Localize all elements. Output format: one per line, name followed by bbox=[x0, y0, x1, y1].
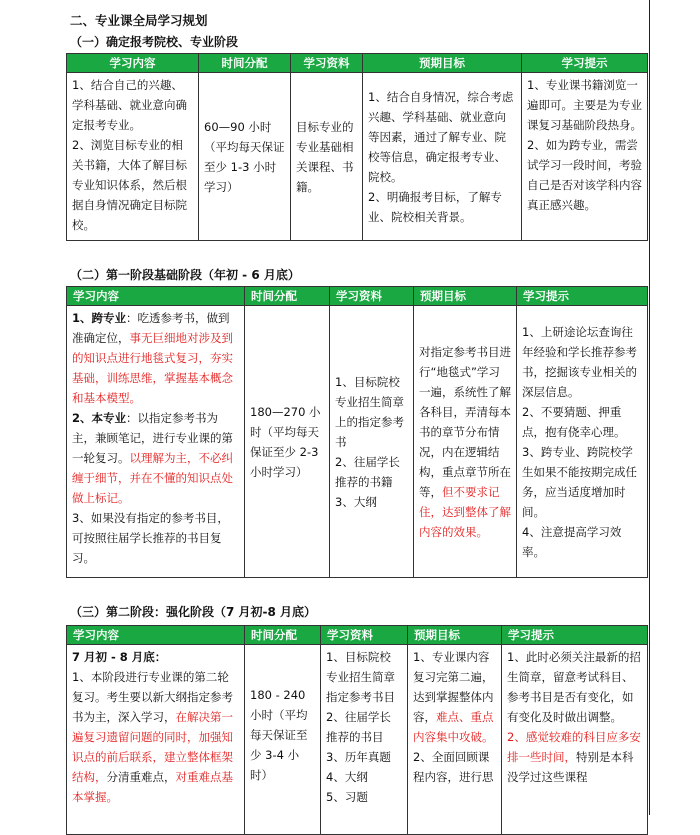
header-time: 时间分配 bbox=[245, 287, 330, 306]
content-label: 7 月初 - 8 月底： bbox=[72, 650, 167, 664]
content-item: 2、浏览目标专业的相关书籍，大体了解目标专业知识体系，然后根据自身情况确定目标院校。 bbox=[72, 138, 187, 232]
time-cell: 180 - 240 小时（平均每天保证至少 3-4 小时） bbox=[245, 645, 321, 835]
header-time: 时间分配 bbox=[199, 54, 291, 73]
content-text: ：吃透参考书，做到准确定位， bbox=[72, 311, 230, 345]
tip-item: 1、专业课书籍浏览一遍即可。主要是为专业课复习基础阶段热身。 bbox=[527, 78, 642, 132]
section-2-table bbox=[66, 286, 648, 578]
goal-text: 1、专业课内容复习完第二遍，达到掌握整体内容， bbox=[413, 650, 494, 724]
header-tips: 学习提示 bbox=[517, 287, 648, 306]
tip-item: 2、如为跨专业，需尝试学习一段时间，考验自己是否对该学科内容真正感兴趣。 bbox=[527, 138, 642, 212]
section-3-title: （三）第二阶段：强化阶段（7 月初-8 月底） bbox=[70, 605, 317, 619]
header-goals: 预期目标 bbox=[414, 287, 517, 306]
header-goals: 预期目标 bbox=[408, 626, 502, 645]
section-1-header-row bbox=[67, 54, 648, 73]
header-content: 学习内容 bbox=[67, 287, 245, 306]
content-highlight: 事无巨细地对涉及到的知识点进行地毯式复习，夯实基础，训练思维，掌握基本概念和基本模型。 bbox=[72, 331, 233, 405]
content-text: 1、本阶段进行专业课的第二轮复习。考生要以新大纲指定参考书为主，深入学习， bbox=[72, 670, 233, 724]
material-item: 2、往届学长推荐的书目 bbox=[326, 710, 391, 744]
goal-highlight: 但不要求记住，达到整体了解内容的效果。 bbox=[419, 484, 511, 539]
content-item bbox=[72, 667, 239, 807]
content-cell bbox=[67, 306, 245, 578]
header-time: 时间分配 bbox=[245, 626, 321, 645]
content-label: 1、跨专业 bbox=[72, 311, 127, 325]
material-item: 3、历年真题 bbox=[326, 750, 391, 764]
content-cell bbox=[67, 645, 245, 835]
materials-cell bbox=[321, 645, 408, 835]
tip-item: 4、注意提高学习效率。 bbox=[522, 524, 622, 559]
tips-cell bbox=[502, 645, 648, 835]
header-content: 学习内容 bbox=[67, 54, 199, 73]
section-1-table bbox=[66, 53, 648, 241]
tip-item: 1、上研途论坛查询往年经验和学长推荐参考书，挖掘该专业相关的深层信息。 bbox=[522, 324, 637, 399]
content-text: ：以指定参考书为主，兼顾笔记，进行专业课的第一轮复习。 bbox=[72, 411, 233, 465]
goals-cell bbox=[363, 73, 522, 241]
material-item: 3、大纲 bbox=[335, 494, 377, 509]
header-materials: 学习资料 bbox=[330, 287, 414, 306]
section-2-header-row bbox=[67, 287, 648, 306]
header-content: 学习内容 bbox=[67, 626, 245, 645]
content-highlight: 对重难点基本掌握。 bbox=[72, 770, 233, 804]
goals-cell bbox=[414, 306, 517, 578]
header-goals: 预期目标 bbox=[363, 54, 522, 73]
table-row bbox=[67, 306, 648, 578]
content-text: 分清重难点， bbox=[106, 770, 176, 784]
content-item: 3、如果没有指定的参考书目，可按照往届学长推荐的书目复习。 bbox=[72, 511, 229, 565]
goal-item: 1、结合自身情况，综合考虑兴趣、学科基础、就业意向等因素，通过了解专业、院校等信息，确定报考专业、院校。 bbox=[368, 89, 514, 184]
time-cell: 60—90 小时（平均每天保证至少 1-3 小时学习） bbox=[199, 73, 291, 241]
time-cell: 180—270 小时（平均每天保证至少 2-3 小时学习） bbox=[245, 306, 330, 578]
table-row bbox=[67, 73, 648, 241]
tip-item: 3、跨专业、跨院校学生如果不能按期完成任务，应当适度增加时间。 bbox=[522, 444, 637, 519]
content-item: 1、结合自己的兴趣、学科基础、就业意向确定报考专业。 bbox=[72, 78, 187, 132]
content-highlight: 以理解为主，不必纠缠于细节，并在不懂的知识点处做上标记。 bbox=[72, 451, 233, 505]
materials-cell: 目标专业的专业基础相关课程、书籍。 bbox=[291, 73, 363, 241]
goal-highlight: 难点、重点内容集中攻破。 bbox=[413, 710, 494, 744]
material-item: 2、往届学长推荐的书籍 bbox=[335, 454, 400, 489]
goal-text: 对指定参考书目进行“地毯式”学习一遍，系统性了解各科目，弄清每本书的章节分布情况，内在逻辑结构，重点章节所在等， bbox=[419, 344, 511, 499]
content-label: 2、本专业 bbox=[72, 411, 127, 425]
content-highlight: 在解决第一遍复习遗留问题的同时，加强知识点的前后联系，建立整体框架结构， bbox=[72, 710, 233, 784]
header-tips: 学习提示 bbox=[502, 626, 648, 645]
goals-cell bbox=[408, 645, 502, 835]
header-materials: 学习资料 bbox=[291, 54, 363, 73]
tips-cell bbox=[517, 306, 648, 578]
material-item: 5、习题 bbox=[326, 790, 368, 804]
content-item bbox=[72, 408, 239, 508]
materials-cell bbox=[330, 306, 414, 578]
content-cell bbox=[67, 73, 199, 241]
section-3-header-row bbox=[67, 626, 648, 645]
goal-item bbox=[413, 647, 496, 747]
page-title: 二、专业课全局学习规划 bbox=[70, 13, 208, 28]
material-item: 4、大纲 bbox=[326, 770, 368, 784]
tips-cell bbox=[522, 73, 648, 241]
material-item: 1、目标院校专业招生简章上的指定参考书 bbox=[335, 374, 404, 449]
section-2-title: （二）第一阶段基础阶段（年初 - 6 月底） bbox=[70, 268, 300, 282]
page-right-border bbox=[649, 0, 650, 815]
header-tips: 学习提示 bbox=[522, 54, 648, 73]
goal-item: 2、明确报考目标，了解专业、院校相关背景。 bbox=[368, 189, 502, 224]
tip-item: 2、不要猜题、押重点，抱有侥幸心理。 bbox=[522, 404, 626, 439]
section-1-title: （一）确定报考院校、专业阶段 bbox=[70, 35, 239, 49]
goal-item: 2、全面回顾课程内容，进行思 bbox=[413, 750, 494, 784]
section-3-table bbox=[66, 625, 648, 835]
material-item: 1、目标院校专业招生简章指定参考书目 bbox=[326, 650, 395, 704]
tip-highlight: 2、感觉较难的科目应多安排一些时间， bbox=[507, 730, 641, 764]
tip-text: 特别是本科没学过这些课程 bbox=[507, 750, 634, 784]
header-materials: 学习资料 bbox=[321, 626, 408, 645]
content-item bbox=[72, 308, 239, 408]
table-row bbox=[67, 645, 648, 835]
tip-item bbox=[507, 727, 642, 787]
tip-item: 1、此时必须关注最新的招生简章，留意考试科目、参考书目是否有变化，如有变化及时做出调整。 bbox=[507, 650, 641, 724]
